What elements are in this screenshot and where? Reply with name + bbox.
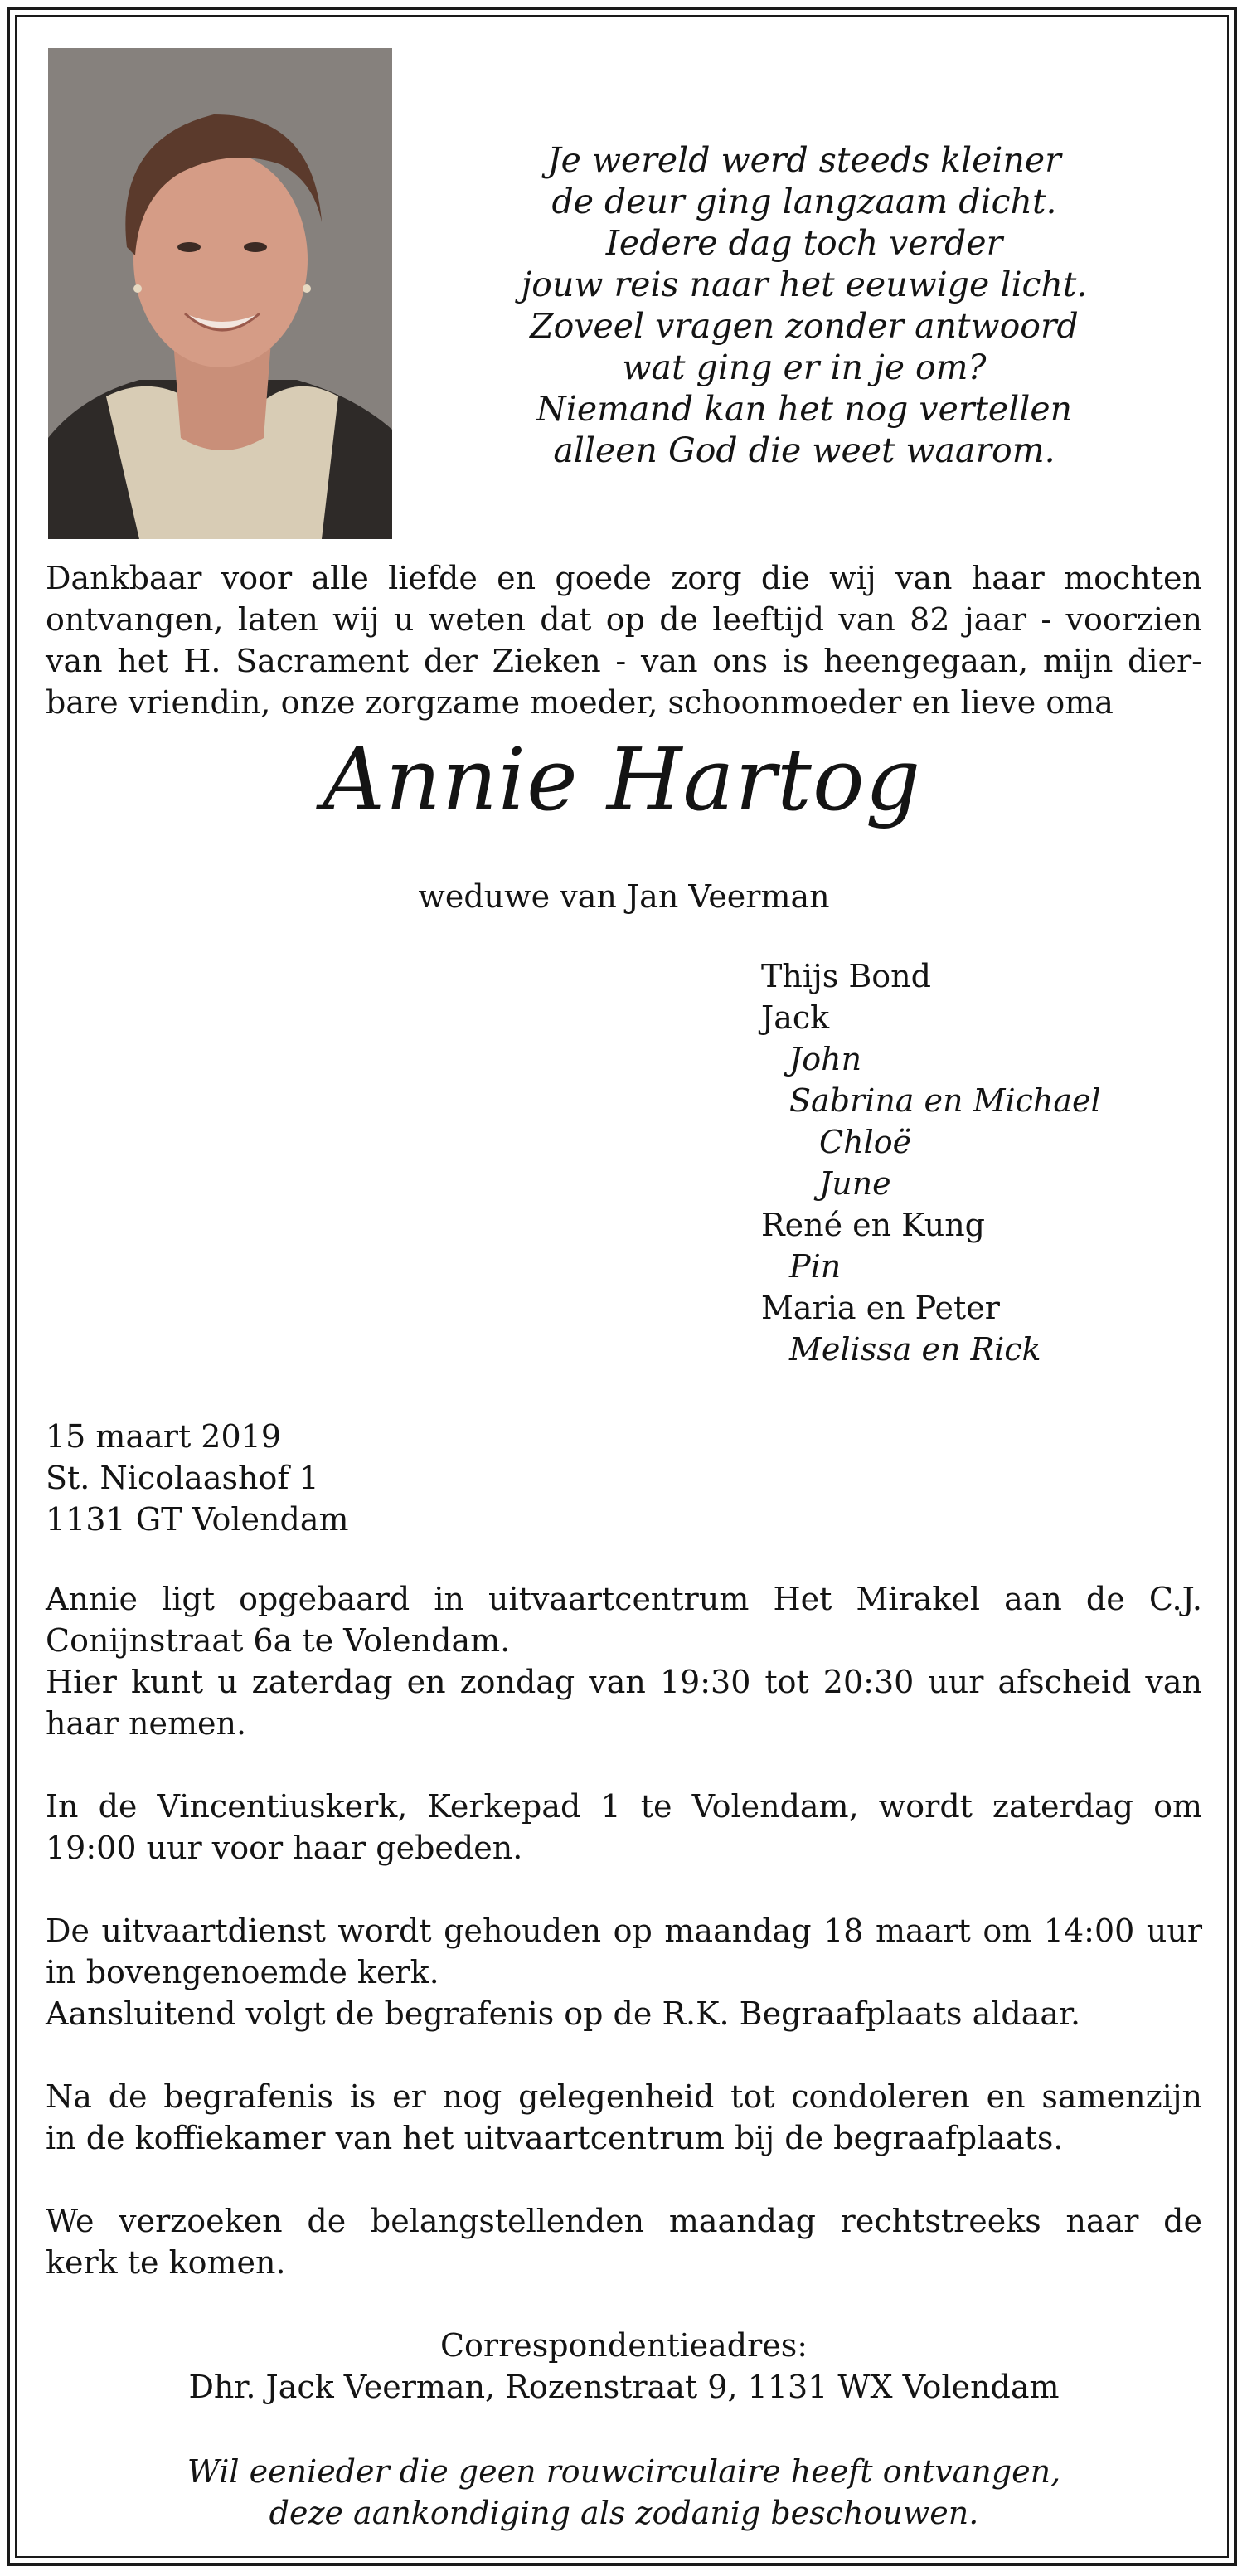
- poem-line: wat ging er in je om?: [622, 348, 987, 387]
- poem: [431, 139, 1177, 471]
- intro-line: bare vriendin, onze zorgzame moeder, schoonmoeder en lieve oma: [46, 684, 1114, 721]
- paragraph-line: Annie ligt opgebaard in uitvaartcentrum Het Mirakel aan de C.J.: [46, 1581, 1202, 1617]
- correspondence-address: [46, 2325, 1202, 2408]
- prayer-paragraph: [46, 1786, 1202, 1869]
- family-member: Jack: [761, 999, 830, 1036]
- poem-line: Zoveel vragen zonder antwoord: [530, 306, 1079, 346]
- widow-of: weduwe van Jan Veerman: [418, 878, 830, 915]
- paragraph-line: Aansluitend volgt de begrafenis op de R.K. Begraafplaats aldaar.: [46, 1995, 1081, 2032]
- intro-line: van het H. Sacrament der Zieken - van ons is heengegaan, mijn dier-: [46, 643, 1202, 679]
- grandchild: John: [789, 1041, 862, 1077]
- paragraph-line: in bovengenoemde kerk.: [46, 1954, 439, 1990]
- family-member: Maria en Peter: [761, 1290, 1000, 1326]
- paragraph-line: 19:00 uur voor haar gebeden.: [46, 1830, 523, 1866]
- paragraph-line: Na de begrafenis is er nog gelegenheid tot condoleren en samenzijn: [46, 2078, 1202, 2115]
- family-list: [761, 955, 1101, 1370]
- poem-line: jouw reis naar het eeuwige licht.: [521, 265, 1088, 304]
- intro-paragraph: [46, 557, 1202, 723]
- poem-line: Iedere dag toch verder: [605, 223, 1003, 263]
- paragraph-line: De uitvaartdienst wordt gehouden op maandag 18 maart om 14:00 uur: [46, 1913, 1202, 1949]
- intro-line: Dankbaar voor alle liefde en goede zorg die wij van haar mochten: [46, 560, 1202, 596]
- date: 15 maart 2019: [46, 1418, 281, 1455]
- paragraph-line: kerk te komen.: [46, 2244, 286, 2281]
- paragraph-line: Conijnstraat 6a te Volendam.: [46, 1622, 511, 1659]
- funeral-paragraph: [46, 1910, 1202, 2034]
- grandchild: Melissa en Rick: [789, 1331, 1041, 1368]
- intro-line: ontvangen, laten wij u weten dat op de leeftijd van 82 jaar - voorzien: [46, 601, 1202, 638]
- deceased-name: Annie Hartog: [322, 729, 922, 830]
- viewing-paragraph: [46, 1578, 1202, 1744]
- correspondence-line: Dhr. Jack Veerman, Rozenstraat 9, 1131 WX Volendam: [188, 2369, 1060, 2405]
- paragraph-line: We verzoeken de belangstellenden maandag rechtstreeks naar de: [46, 2203, 1202, 2239]
- request-paragraph: [46, 2200, 1202, 2283]
- closing-line: deze aankondiging als zodanig beschouwen.: [269, 2495, 979, 2531]
- postal-city: 1131 GT Volendam: [46, 1501, 349, 1538]
- great-grandchild: June: [819, 1165, 891, 1202]
- poem-line: Niemand kan het nog vertellen: [536, 389, 1073, 429]
- condolence-paragraph: [46, 2076, 1202, 2159]
- paragraph-line: in de koffiekamer van het uitvaartcentrum bij de begraafplaats.: [46, 2120, 1064, 2156]
- poem-line: de deur ging langzaam dicht.: [551, 182, 1057, 221]
- closing-note: [46, 2451, 1202, 2534]
- closing-line: Wil eenieder die geen rouwcirculaire heeft ontvangen,: [187, 2453, 1061, 2490]
- street: St. Nicolaashof 1: [46, 1460, 319, 1496]
- portrait-photo: [48, 48, 392, 539]
- grandchild: Sabrina en Michael: [789, 1082, 1101, 1119]
- great-grandchild: Chloë: [819, 1124, 912, 1160]
- grandchild: Pin: [789, 1248, 842, 1285]
- paragraph-line: Hier kunt u zaterdag en zondag van 19:30 tot 20:30 uur afscheid van: [46, 1664, 1202, 1700]
- home-address: [46, 1416, 349, 1540]
- correspondence-label: Correspondentieadres:: [439, 2327, 808, 2364]
- family-member: Thijs Bond: [761, 958, 931, 994]
- family-member: René en Kung: [761, 1207, 986, 1243]
- paragraph-line: haar nemen.: [46, 1705, 247, 1742]
- poem-line: Je wereld werd steeds kleiner: [547, 140, 1061, 180]
- poem-line: alleen God die weet waarom.: [553, 430, 1055, 470]
- paragraph-line: In de Vincentiuskerk, Kerkepad 1 te Volendam, wordt zaterdag om: [46, 1788, 1202, 1825]
